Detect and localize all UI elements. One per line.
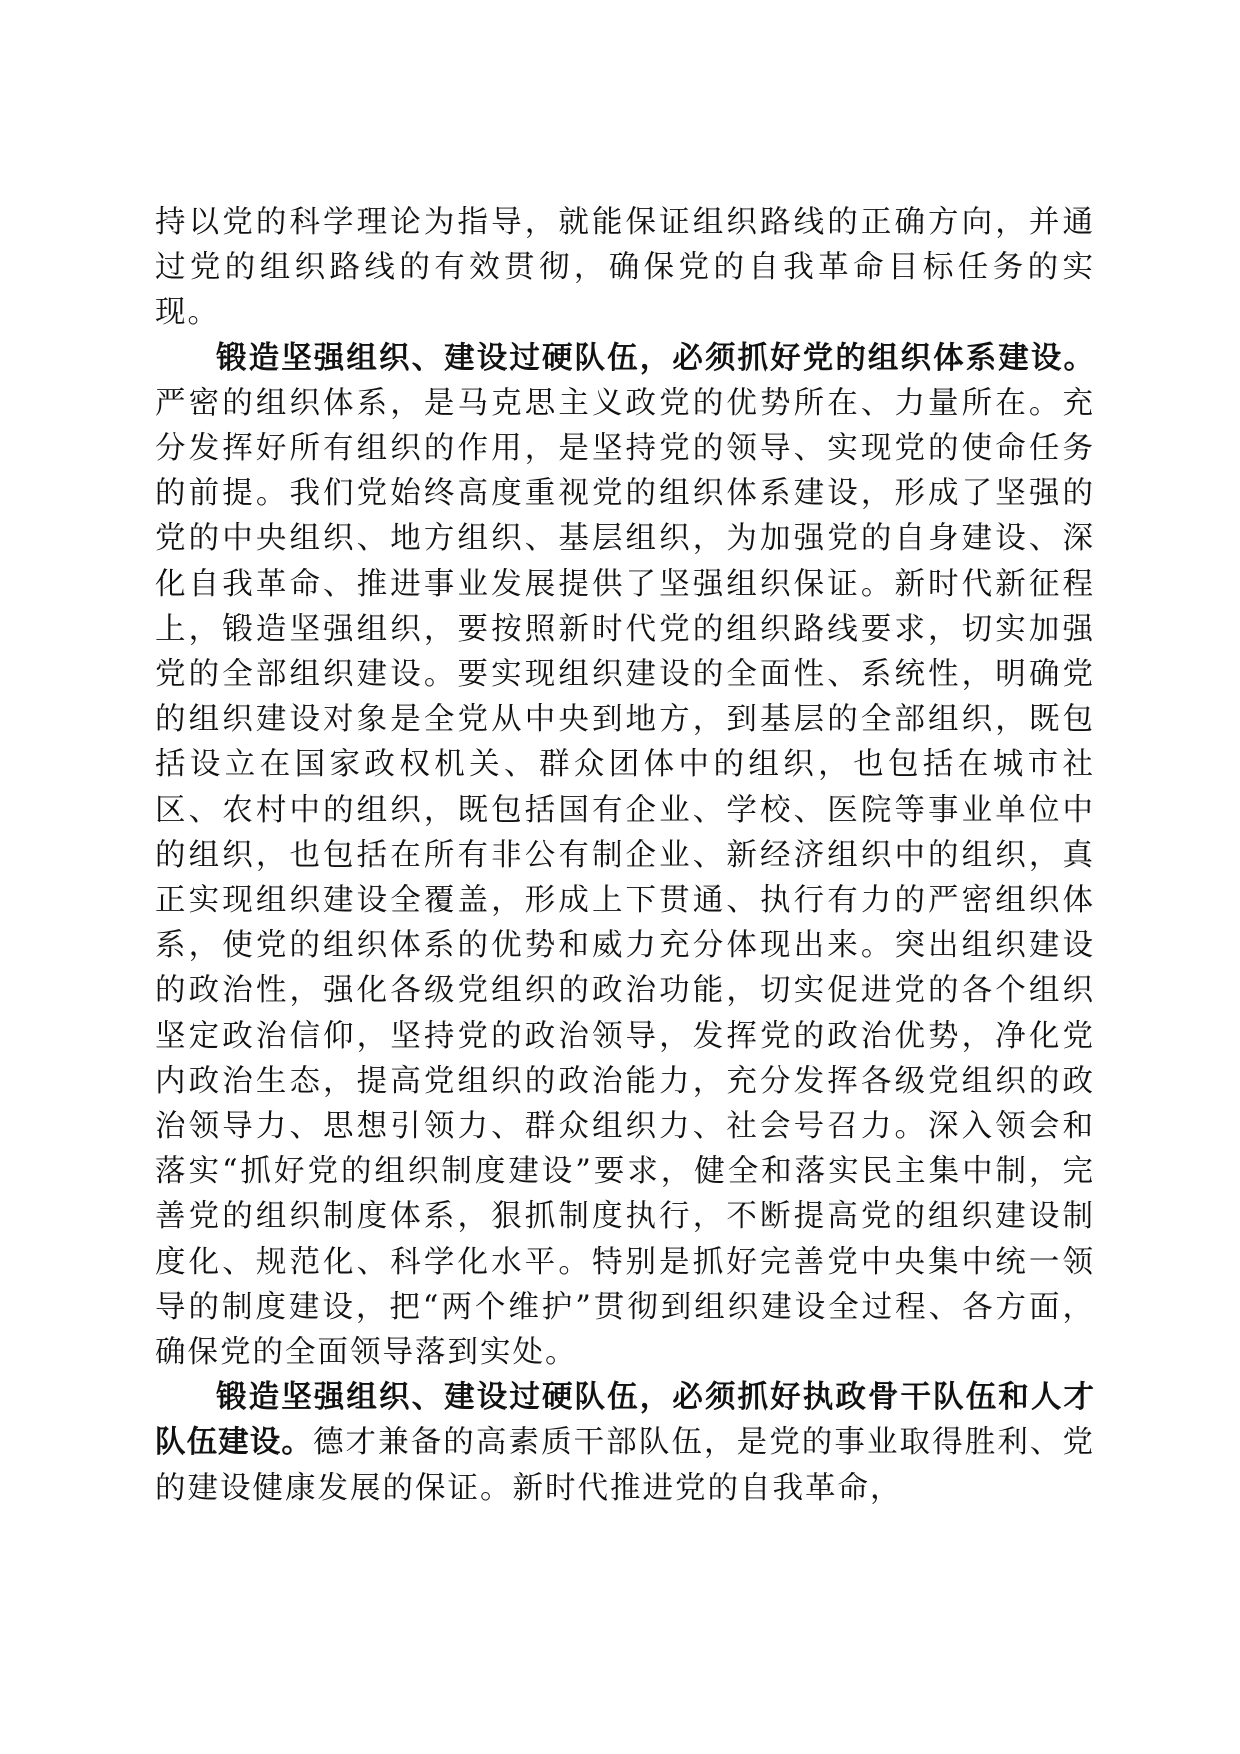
paragraph-2-text: 严密的组织体系，是马克思主义政党的优势所在、力量所在。充分发挥好所有组织的作用，是坚持党的领导、实现党的使命任务的前提。我们党始终高度重视党的组织体系建设，形成了坚强的党的中央组织、地方组织、基层组织，为加强党的自身建设、深化自我革命、推进事业发展提供了坚强组织保证。新时代新征程上，锻造坚强组织，要按照新时代党的组织路线要求，切实加强党的全部组织建设。要实现组织建设的全面性、系统性，明确党的组织建设对象是全党从中央到地方，到基层的全部组织，既包括设立在国家政权机关、群众团体中的组织，也包括在城市社区、农村中的组织，既包括国有企业、学校、医院等事业单位中的组织，也包括在所有非公有制企业、新经济组织中的组织，真正实现组织建设全覆盖，形成上下贯通、执行有力的严密组织体系，使党的组织体系的优势和威力充分体现出来。突出组织建设的政治性，强化各级党组织的政治功能，切实促进党的各个组织坚定政治信仰，坚持党的政治领导，发挥党的政治优势，净化党内政治生态，提高党组织的政治能力，充分发挥各级党组织的政治领导力、思想引领力、群众组织力、社会号召力。深入领会和落实“抓好党的组织制度建设”要求，健全和落实民主集中制，完善党的组织制度体系，狠抓制度执行，不断提高党的组织建设制度化、规范化、科学化水平。特别是抓好完善党中央集中统一领导的制度建设，把“两个维护”贯彻到组织建设全过程、各方面，确保党的全面领导落到实处。 [155,385,1095,1371]
paragraph-2-heading: 锻造坚强组织、建设过硬队伍，必须抓好党的组织体系建设。 [216,340,1095,376]
paragraph-3 [155,1375,1095,1511]
paragraph-3-text: 德才兼备的高素质干部队伍，是党的事业取得胜利、党的建设健康发展的保证。新时代推进党的自我革命， [155,1425,1096,1506]
document-body [155,200,1095,1511]
paragraph-2 [155,336,1095,1376]
paragraph-3-heading: 锻造坚强组织、建设过硬队伍，必须抓好执政骨干队伍和人才队伍建设。 [155,1380,1095,1461]
paragraph-1 [155,200,1095,336]
paragraph-1-text: 持以党的科学理论为指导，就能保证组织路线的正确方向，并通过党的组织路线的有效贯彻，确保党的自我革命目标任务的实现。 [155,205,1095,331]
